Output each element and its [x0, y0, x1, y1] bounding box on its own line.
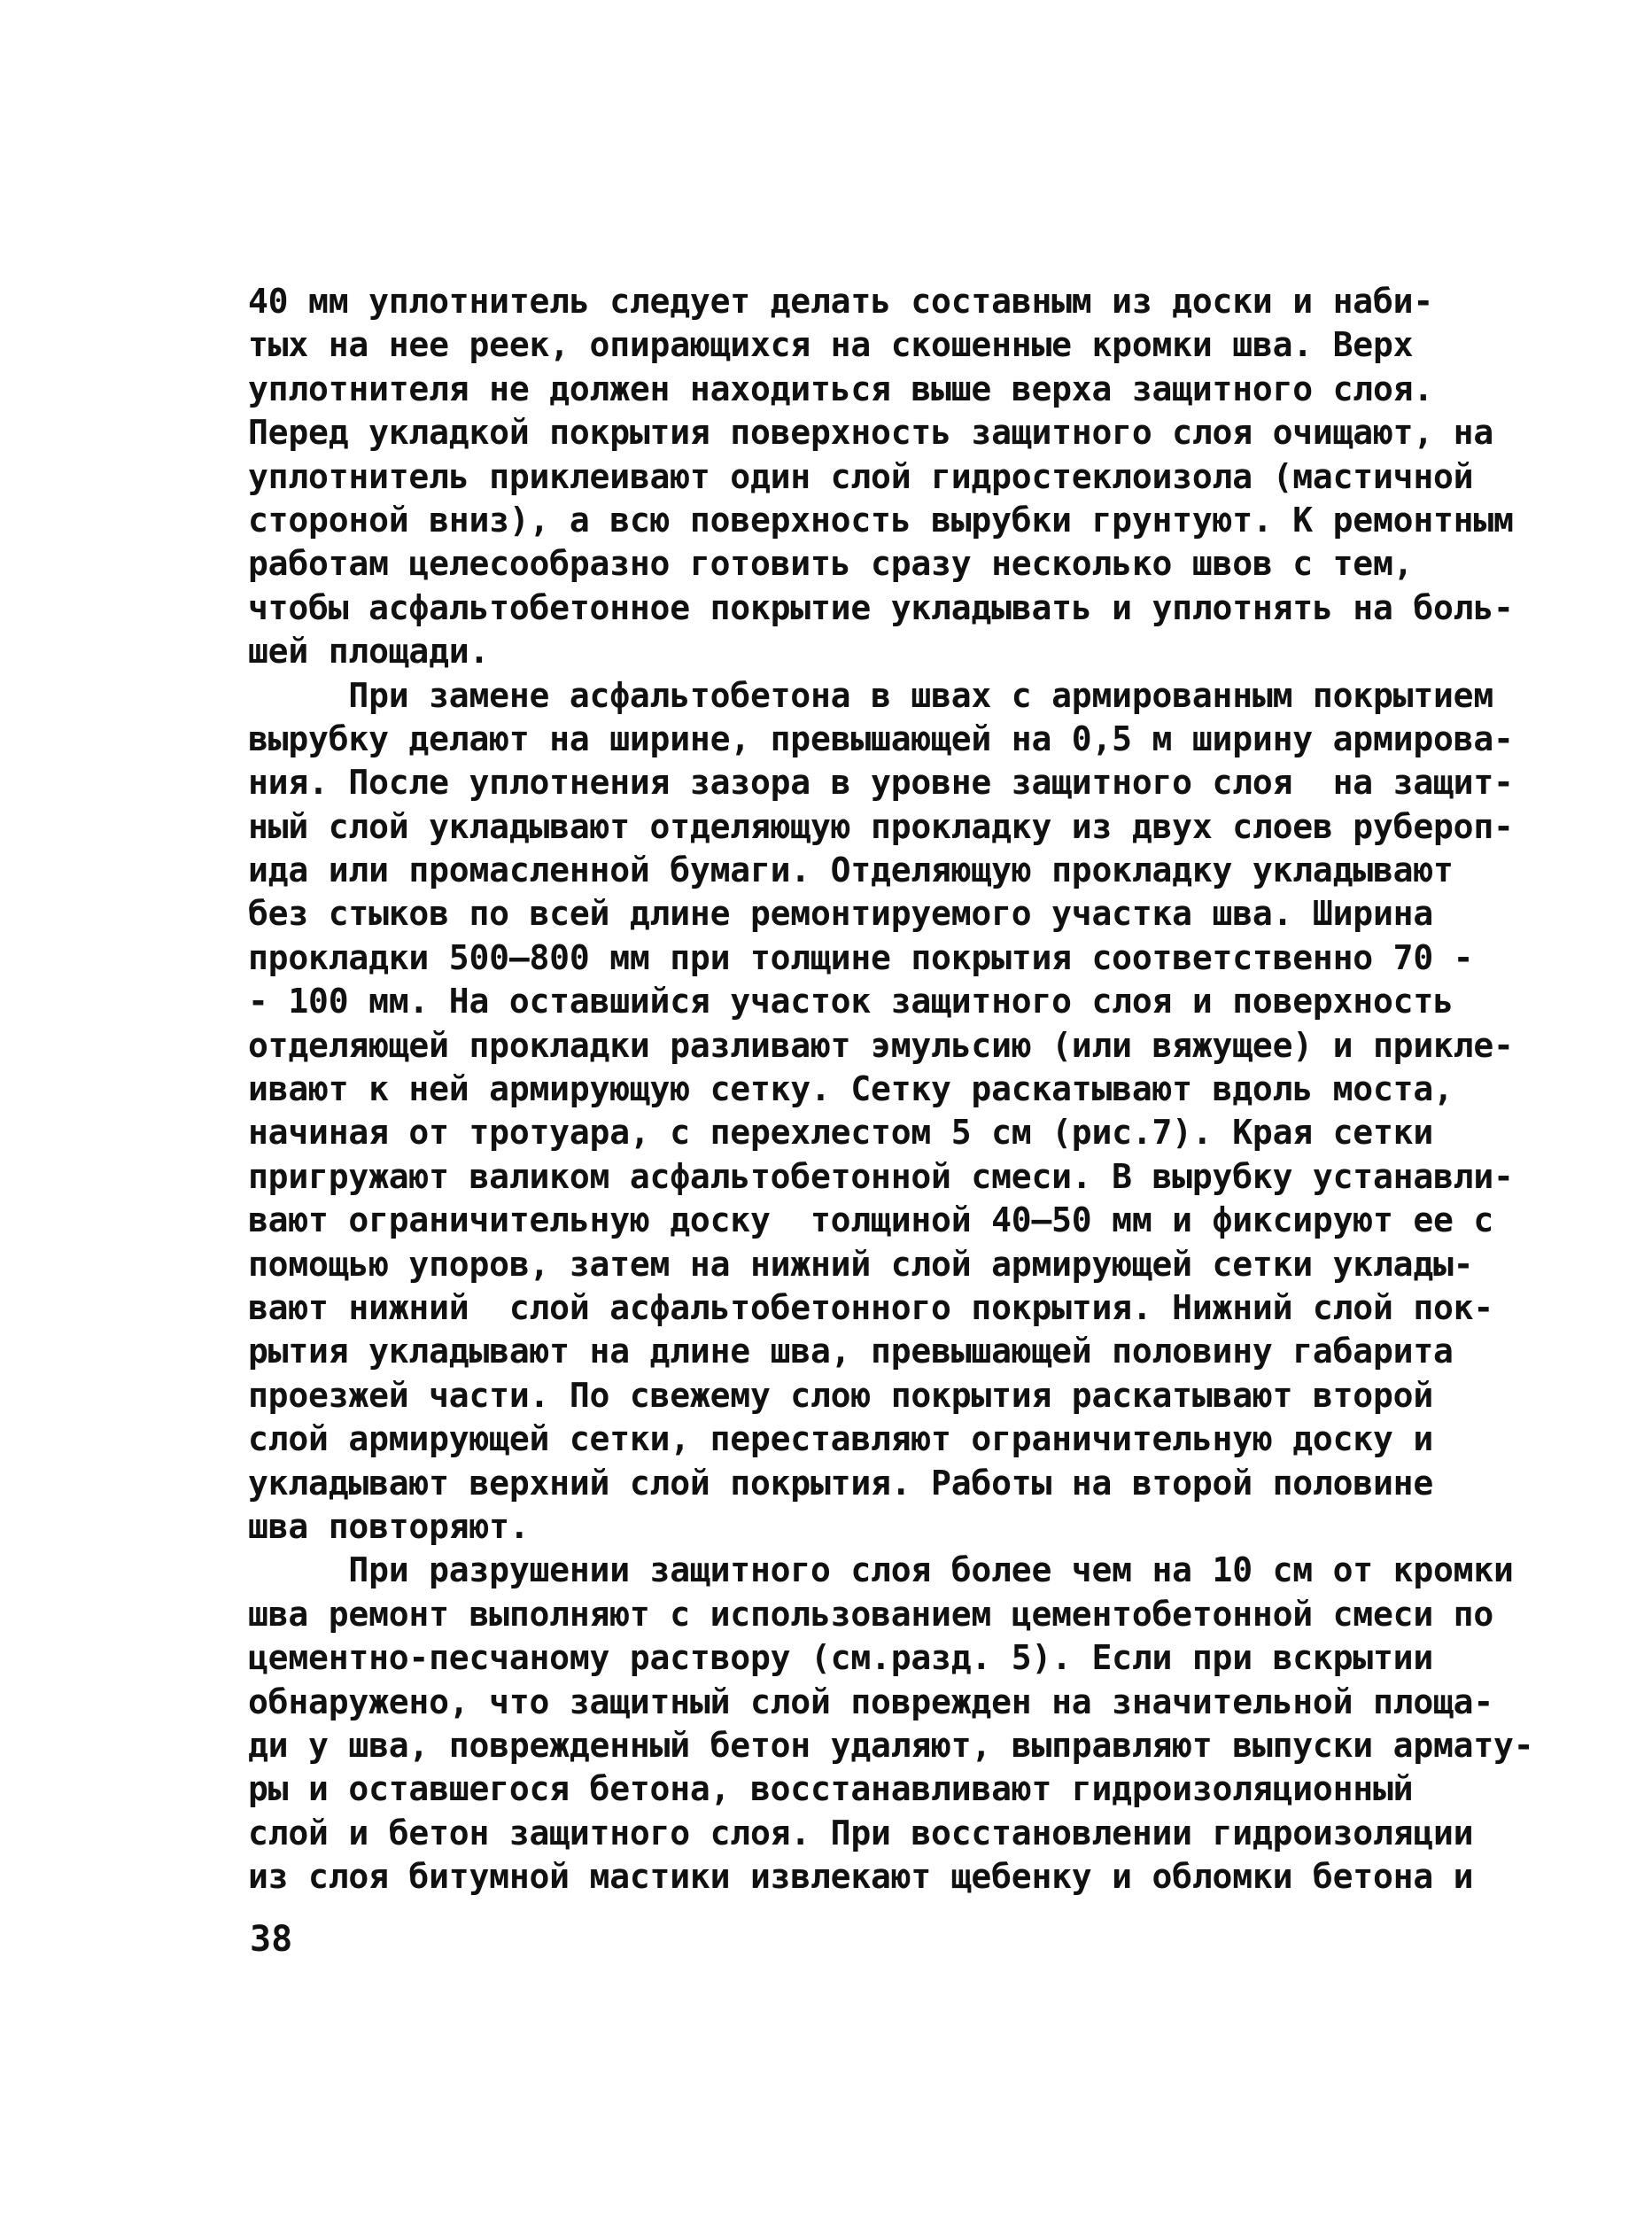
text-line: шей площади.: [248, 632, 490, 672]
text-line: ида или промасленной бумаги. Отделяющую прокладку укладывают: [248, 851, 1454, 890]
text-line: пригружают валиком асфальтобетонной смеси. В вырубку устанавли-: [248, 1156, 1514, 1196]
text-line: шва повторяют.: [248, 1506, 530, 1546]
text-line: ры и оставшегося бетона, восстанавливают гидроизоляционный: [248, 1769, 1414, 1809]
text-line: тых на нее реек, опирающихся на скошенные кромки шва. Верх: [248, 325, 1414, 365]
text-line: помощью упоров, затем на нижний слой армирующей сетки уклады-: [248, 1244, 1474, 1284]
text-line: - 100 мм. На оставшийся участок защитного слоя и поверхность: [248, 982, 1454, 1021]
text-line: ивают к ней армирующую сетку. Сетку раскатывают вдоль моста,: [248, 1069, 1454, 1109]
text-line: чтобы асфальтобетонное покрытие укладывать и уплотнять на боль-: [248, 587, 1514, 627]
text-line: шва ремонт выполняют с использованием цементобетонной смеси по: [248, 1594, 1494, 1634]
text-line: уплотнителя не должен находиться выше верха защитного слоя.: [248, 369, 1433, 408]
text-line: Перед укладкой покрытия поверхность защитного слоя очищают, на: [248, 413, 1494, 453]
text-line: слой и бетон защитного слоя. При восстановлении гидроизоляции: [248, 1813, 1474, 1853]
text-line: рытия укладывают на длине шва, превышающей половину габарита: [248, 1332, 1454, 1371]
body-text: [248, 280, 1534, 1899]
text-line: цементно-песчаному раствору (см.разд. 5). Если при вскрытии: [248, 1638, 1433, 1678]
text-line: ди у шва, поврежденный бетон удаляют, выправляют выпуски армату-: [248, 1725, 1534, 1765]
text-line: укладывают верхний слой покрытия. Работы на второй половине: [248, 1463, 1433, 1503]
text-line: вают нижний слой асфальтобетонного покрытия. Нижний слой пок-: [248, 1287, 1494, 1327]
paragraph-start-line: При разрушении защитного слоя более чем на 10 см от кромки: [248, 1550, 1514, 1590]
text-line: 40 мм уплотнитель следует делать составным из доски и наби-: [248, 282, 1433, 321]
text-line: прокладки 500–800 мм при толщине покрытия соответственно 70 -: [248, 937, 1474, 977]
text-line: слой армирующей сетки, переставляют ограничительную доску и: [248, 1419, 1433, 1459]
page-number: 38: [250, 1919, 293, 1960]
text-line: ный слой укладывают отделяющую прокладку из двух слоев рубероп-: [248, 806, 1514, 846]
text-line: отделяющей прокладки разливают эмульсию (или вяжущее) и прикле-: [248, 1025, 1514, 1065]
paragraph-start-line: При замене асфальтобетона в швах с армированным покрытием: [248, 675, 1494, 715]
text-line: проезжей части. По свежему слою покрытия раскатывают второй: [248, 1375, 1433, 1415]
text-line: вают ограничительную доску толщиной 40–50 мм и фиксируют ее с: [248, 1200, 1494, 1240]
text-line: начиная от тротуара, с перехлестом 5 см (рис.7). Края сетки: [248, 1113, 1433, 1153]
text-line: ния. После уплотнения зазора в уровне защитного слоя на защит-: [248, 763, 1514, 803]
text-line: работам целесообразно готовить сразу несколько швов с тем,: [248, 544, 1414, 584]
text-line: стороной вниз), а всю поверхность вырубки грунтуют. К ремонтным: [248, 500, 1514, 540]
text-line: без стыков по всей длине ремонтируемого участка шва. Ширина: [248, 894, 1433, 934]
text-line: обнаружено, что защитный слой поврежден на значительной площа-: [248, 1682, 1494, 1721]
text-line: из слоя битумной мастики извлекают щебенку и обломки бетона и: [248, 1857, 1474, 1897]
text-line: вырубку делают на ширине, превышающей на 0,5 м ширину армирова-: [248, 718, 1514, 758]
text-line: уплотнитель приклеивают один слой гидростеклоизола (мастичной: [248, 456, 1474, 496]
